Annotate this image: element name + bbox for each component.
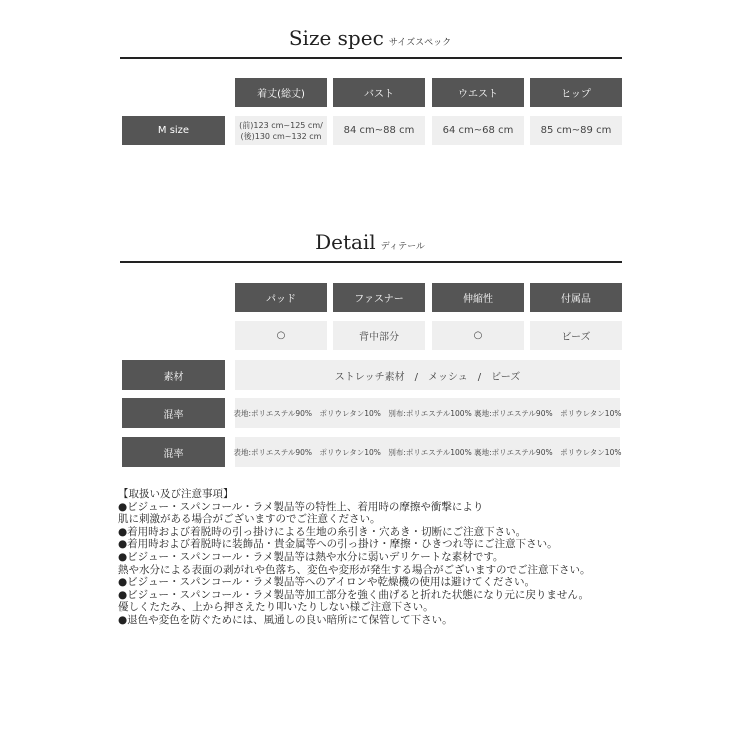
size-header-bust: バスト xyxy=(333,78,425,107)
size-header-length: 着丈(総丈) xyxy=(235,78,327,107)
size-header-waist: ウエスト xyxy=(432,78,524,107)
detail-stretch-value: ○ xyxy=(432,321,524,350)
size-length-line2: (後)130 cm~132 cm xyxy=(240,131,322,141)
size-length-line1: (前)123 cm~125 cm/ xyxy=(239,120,323,130)
detail-zipper-value: 背中部分 xyxy=(333,321,425,350)
care-note-line: 熱や水分による表面の剥がれや色落ち、変色や変形が発生する場合がございますのでご注意下さい。 xyxy=(118,563,591,576)
detail-header-pad: パッド xyxy=(235,283,327,312)
blend-value-2: 表地:ポリエステル90% ポリウレタン10% 別布:ポリエステル100% 裏地:ポリエステル90% ポリウレタン10% xyxy=(235,437,620,467)
care-note-line: ●ビジュー・スパンコール・ラメ製品等は熱や水分に弱いデリケートな素材です。 xyxy=(118,550,504,563)
size-spec-divider xyxy=(120,57,622,59)
detail-accessory-value: ビーズ xyxy=(530,321,622,350)
care-note-line: ●ビジュー・スパンコール・ラメ製品等へのアイロンや乾燥機の使用は避けてください。 xyxy=(118,576,535,589)
care-note-line: ●着用時および着脱時に装飾品・貴金属等への引っ掛け・摩擦・ひきつれ等にご注意下さい。 xyxy=(118,538,558,551)
care-note-line: 肌に刺激がある場合がございますのでご注意ください。 xyxy=(118,513,381,526)
size-bust-value: 84 cm~88 cm xyxy=(333,116,425,145)
care-notes-heading: 【取扱い及び注意事項】 xyxy=(118,488,234,500)
size-waist-value: 64 cm~68 cm xyxy=(432,116,524,145)
size-spec-heading xyxy=(0,26,740,50)
size-spec-subtitle: サイズスペック xyxy=(388,38,452,48)
material-label: 素材 xyxy=(122,360,225,390)
detail-divider xyxy=(120,261,622,263)
care-note-line: ●ビジュー・スパンコール・ラメ製品等の特性上、着用時の摩擦や衝撃により xyxy=(118,500,484,513)
care-note-line: ●着用時および着脱時の引っ掛けによる生地の糸引き・穴あき・切断にご注意下さい。 xyxy=(118,525,527,538)
care-note-line: 優しくたたみ、上から押さえたり叩いたりしない様ご注意下さい。 xyxy=(118,601,434,614)
size-hip-value: 85 cm~89 cm xyxy=(530,116,622,145)
detail-header-zipper: ファスナー xyxy=(333,283,425,312)
detail-header-stretch: 伸縮性 xyxy=(432,283,524,312)
detail-subtitle: ディテール xyxy=(380,242,425,252)
care-notes xyxy=(118,488,623,627)
material-value: ストレッチ素材 / メッシュ / ビーズ xyxy=(235,360,620,390)
detail-header-accessory: 付属品 xyxy=(530,283,622,312)
blend-value-1: 表地:ポリエステル90% ポリウレタン10% 別布:ポリエステル100% 裏地:ポリエステル90% ポリウレタン10% xyxy=(235,398,620,428)
detail-heading xyxy=(0,230,740,254)
detail-title: Detail xyxy=(315,230,376,254)
blend-label-1: 混率 xyxy=(122,398,225,428)
size-length-value xyxy=(235,116,327,145)
blend-label-2: 混率 xyxy=(122,437,225,467)
size-spec-title: Size spec xyxy=(288,26,384,50)
size-row-label: M size xyxy=(122,116,225,145)
size-header-hip: ヒップ xyxy=(530,78,622,107)
care-note-line: ●ビジュー・スパンコール・ラメ製品等加工部分を強く曲げると折れた状態になり元に戻りません。 xyxy=(118,588,590,601)
care-note-line: ●退色や変色を防ぐためには、風通しの良い暗所にて保管して下さい。 xyxy=(118,613,453,626)
detail-pad-value: ○ xyxy=(235,321,327,350)
